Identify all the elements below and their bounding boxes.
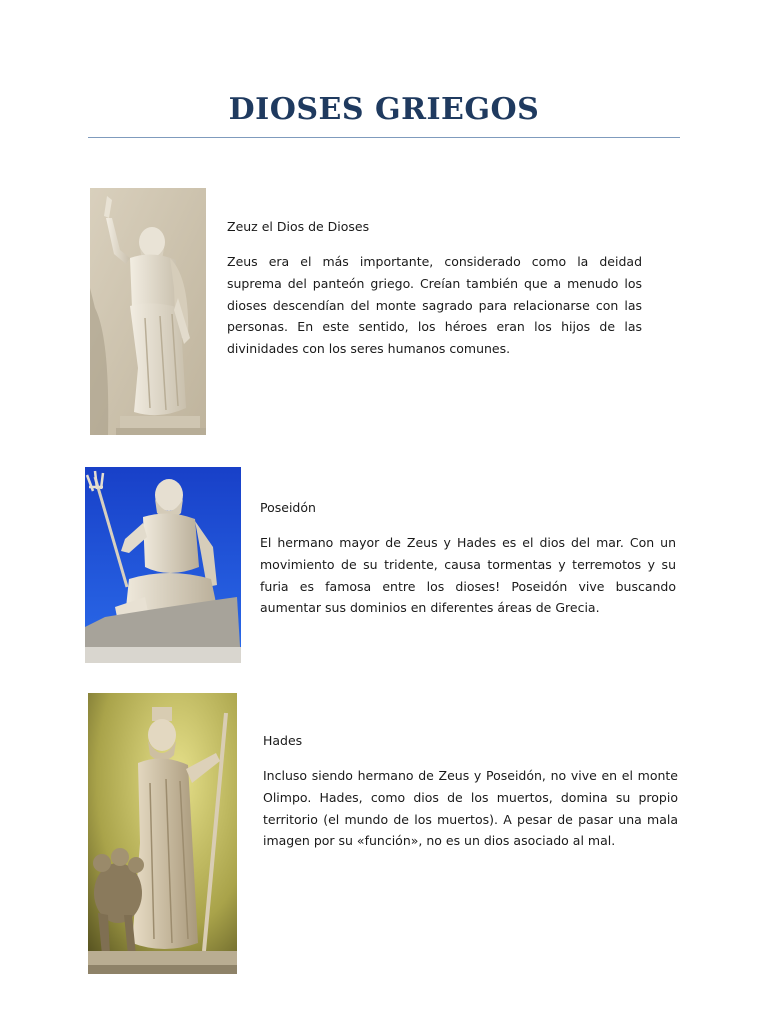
title-divider (88, 137, 680, 138)
section-body-hades: Incluso siendo hermano de Zeus y Poseidón, no vive en el monte Olimpo. Hades, como dios de los muertos, domina su propio territorio (el mundo de los muertos). A pesar de pasar una mala imagen por su «función», no es un dios asociado al mal. (263, 768, 678, 849)
zeus-text (227, 219, 642, 360)
section-heading-zeus: Zeuz el Dios de Dioses (227, 219, 370, 234)
zeus-statue-image (90, 188, 206, 435)
poseidon-text (260, 500, 676, 619)
section-body-zeus: Zeus era el más importante, considerado como la deidad suprema del panteón griego. Creían también que a menudo los dioses descendían del monte sagrado para relacionarse con las personas. En este sentido, los héroes eran los hijos de las divinidades con los seres humanos comunes. (227, 254, 642, 357)
hades-statue-image (88, 693, 237, 974)
section-heading-hades: Hades (263, 733, 303, 748)
section-body-poseidon: El hermano mayor de Zeus y Hades es el dios del mar. Con un movimiento de su tridente, causa tormentas y terremotos y su furia es famosa entre los dioses! Poseidón vive buscando aumentar sus dominios en diferentes áreas de Grecia. (260, 535, 676, 616)
section-heading-poseidon: Poseidón (260, 500, 316, 515)
page-title: DIOSES GRIEGOS (228, 92, 540, 127)
hades-text (263, 733, 678, 852)
poseidon-statue-image (85, 467, 241, 663)
